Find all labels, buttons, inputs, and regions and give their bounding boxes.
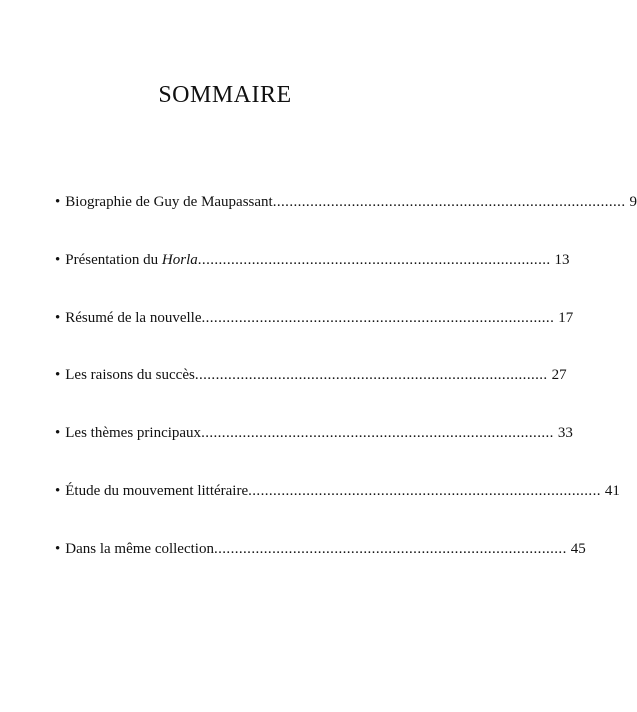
toc-entry: [55, 423, 573, 481]
toc-entry: [55, 192, 637, 250]
toc-page-number: 9: [629, 194, 637, 210]
dot-leader: .....................................................................................: [201, 309, 555, 326]
bullet-icon: •: [55, 251, 61, 268]
dot-leader: .....................................................................................: [213, 540, 567, 557]
dot-leader: .....................................................................................: [197, 251, 551, 268]
bullet-icon: •: [55, 540, 61, 557]
toc-page-number: 17: [558, 309, 574, 326]
bullet-icon: •: [55, 482, 61, 499]
toc-page-number: 41: [604, 482, 620, 499]
toc-page-number: 45: [570, 540, 586, 557]
toc-entry-title: Étude du mouvement littéraire: [65, 482, 249, 499]
toc-entry-title: Les thèmes principaux: [65, 425, 202, 442]
dot-leader: .....................................................................................: [248, 482, 601, 499]
toc-entry-title: Résumé de la nouvelle: [65, 309, 202, 326]
toc-entry: [55, 539, 586, 597]
toc-entry: [55, 308, 574, 366]
bullet-icon: •: [55, 309, 61, 326]
toc-entry: [55, 250, 570, 308]
bullet-icon: •: [55, 425, 61, 442]
dot-leader: .....................................................................................: [194, 367, 548, 384]
toc-entry-title: Dans la même collection: [65, 540, 214, 557]
toc-entry-title: Présentation du Horla: [65, 251, 198, 268]
toc-page-number: 33: [557, 425, 573, 442]
toc-entry: [55, 481, 620, 539]
dot-leader: .....................................................................................: [201, 425, 554, 442]
bullet-icon: •: [55, 367, 61, 384]
toc-entry: [55, 365, 567, 423]
toc-entry-italic-title: Horla: [161, 251, 198, 268]
toc-page-number: 27: [551, 367, 567, 384]
dot-leader: .....................................................................................: [272, 194, 626, 210]
toc-page-number: 13: [554, 251, 570, 268]
table-of-contents: [55, 192, 637, 597]
toc-entry-title: Biographie de Guy de Maupassant: [65, 194, 273, 210]
bullet-icon: •: [55, 194, 61, 210]
page-title: SOMMAIRE: [158, 82, 292, 109]
toc-entry-title: Les raisons du succès: [65, 367, 195, 384]
